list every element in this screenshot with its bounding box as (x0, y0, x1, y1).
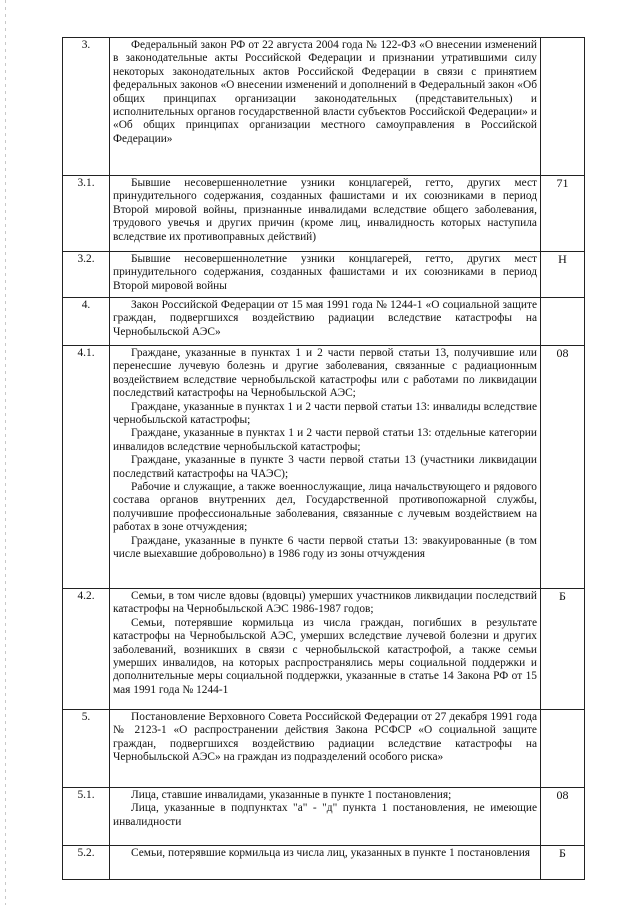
table-row (63, 346, 585, 589)
row-number: 3.2. (63, 252, 110, 298)
row-paragraph: Лица, ставшие инвалидами, указанные в пункте 1 постановления; (131, 789, 452, 801)
row-number: 4.2. (63, 589, 110, 710)
row-paragraph: Постановление Верховного Совета Российской Федерации от 27 декабря 1991 года № 2123-1 «О распространении действия Закона РСФСР «О социальной защите граждан, подвергшихся воздействию радиации вследствие катастрофы на Чернобыльской АЭС» на граждан из подразделений особого риска» (113, 711, 537, 764)
row-description (110, 176, 541, 252)
row-paragraph: Семьи, в том числе вдовы (вдовцы) умерших участников ликвидации последствий катастрофы на Чернобыльской АЭС 1986-1987 годов; (113, 590, 537, 616)
row-code: 71 (541, 176, 585, 252)
row-code (541, 298, 585, 346)
scan-edge-artifact (5, 0, 6, 905)
row-code: 08 (541, 788, 585, 846)
row-description (110, 346, 541, 589)
row-paragraph: Граждане, указанные в пункте 6 части первой статьи 13: эвакуированные (в том числе выехавшие добровольно) в 1986 году из зоны отчуждения (113, 534, 537, 561)
row-paragraph: Рабочие и служащие, а также военнослужащие, лица начальствующего и рядового состава органов внутренних дел, Государственной противопожарной службы, получившие профессиональные заболевания, связанные с лучевым воздействием на работах в зоне отчуждения; (113, 481, 537, 534)
benefits-table (62, 37, 585, 880)
row-number: 3.1. (63, 176, 110, 252)
row-code: Н (541, 252, 585, 298)
row-number: 5.1. (63, 788, 110, 846)
row-number: 4. (63, 298, 110, 346)
table-row (63, 298, 585, 346)
row-code: Б (541, 846, 585, 880)
row-code: 08 (541, 346, 585, 589)
row-number: 5. (63, 710, 110, 788)
row-paragraph: Граждане, указанные в пункте 3 части первой статьи 13 (участники ликвидации последствий катастрофы на ЧАЭС); (113, 454, 537, 480)
row-paragraph: Федеральный закон РФ от 22 августа 2004 года № 122-ФЗ «О внесении изменений в законодательные акты Российской Федерации и признании утратившими силу некоторых законодательных актов Российской Федерации в связи с принятием федеральных законов «О внесении изменений и дополнений в Федеральный закон «Об общих принципах организации законодательных (представительных) и исполнительных органов государственной власти субъектов Российской Федерации» и «Об общих принципах организации местного самоуправления в Российской Федерации» (113, 39, 537, 145)
row-number: 3. (63, 38, 110, 176)
row-description (110, 788, 541, 846)
row-paragraph: Бывшие несовершеннолетние узники концлагерей, гетто, других мест принудительного содержания, созданных фашистами и их союзниками в период Второй мировой войны (113, 253, 537, 292)
table-row (63, 710, 585, 788)
row-paragraph: Бывшие несовершеннолетние узники концлагерей, гетто, других мест принудительного содержания, созданных фашистами и их союзниками в период Второй мировой войны, признанные инвалидами вследствие общего заболевания, трудового увечья и других причин (кроме лиц, инвалидность которых наступила вследствие их противоправных действий) (113, 177, 537, 243)
table-row (63, 846, 585, 880)
row-paragraph: Лица, указанные в подпунктах "а" - "д" пункта 1 постановления, не имеющие инвалидности (113, 802, 537, 828)
row-description (110, 298, 541, 346)
row-paragraph: Граждане, указанные в пунктах 1 и 2 части первой статьи 13, получившие или перенесшие лучевую болезнь и другие заболевания, связанные с радиационным воздействием вследствие чернобыльской катастрофы или с работами по ликвидации последствий катастрофы на Чернобыльской АЭС; (113, 347, 537, 400)
row-paragraph: Закон Российской Федерации от 15 мая 1991 года № 1244-1 «О социальной защите граждан, подвергшихся воздействию радиации вследствие катастрофы на Чернобыльской АЭС» (113, 299, 537, 338)
row-paragraph: Граждане, указанные в пунктах 1 и 2 части первой статьи 13: инвалиды вследствие чернобыльской катастрофы; (113, 400, 537, 427)
table-row (63, 38, 585, 176)
row-description (110, 38, 541, 176)
row-code (541, 710, 585, 788)
table-row (63, 788, 585, 846)
row-description (110, 252, 541, 298)
row-description (110, 710, 541, 788)
row-paragraph: Семьи, потерявшие кормильца из числа лиц, указанных в пункте 1 постановления (131, 847, 531, 859)
row-number: 4.1. (63, 346, 110, 589)
table-row (63, 176, 585, 252)
row-description (110, 589, 541, 710)
row-number: 5.2. (63, 846, 110, 880)
row-paragraph: Граждане, указанные в пунктах 1 и 2 части первой статьи 13: отдельные категории инвалидов вследствие чернобыльской катастрофы; (113, 427, 537, 453)
row-description (110, 846, 541, 880)
row-paragraph: Семьи, потерявшие кормильца из числа граждан, погибших в результате катастрофы на Чернобыльской АЭС, умерших вследствие лучевой болезни и других заболеваний, возникших в связи с чернобыльской катастрофой, а также семьи умерших инвалидов, на которых распространялись меры социальной поддержки и дополнительные меры социальной поддержки, указанные в статье 14 Закона РФ от 15 мая 1991 года № 1244-1 (113, 616, 537, 696)
row-code: Б (541, 589, 585, 710)
table-row (63, 252, 585, 298)
table-row (63, 589, 585, 710)
row-code (541, 38, 585, 176)
